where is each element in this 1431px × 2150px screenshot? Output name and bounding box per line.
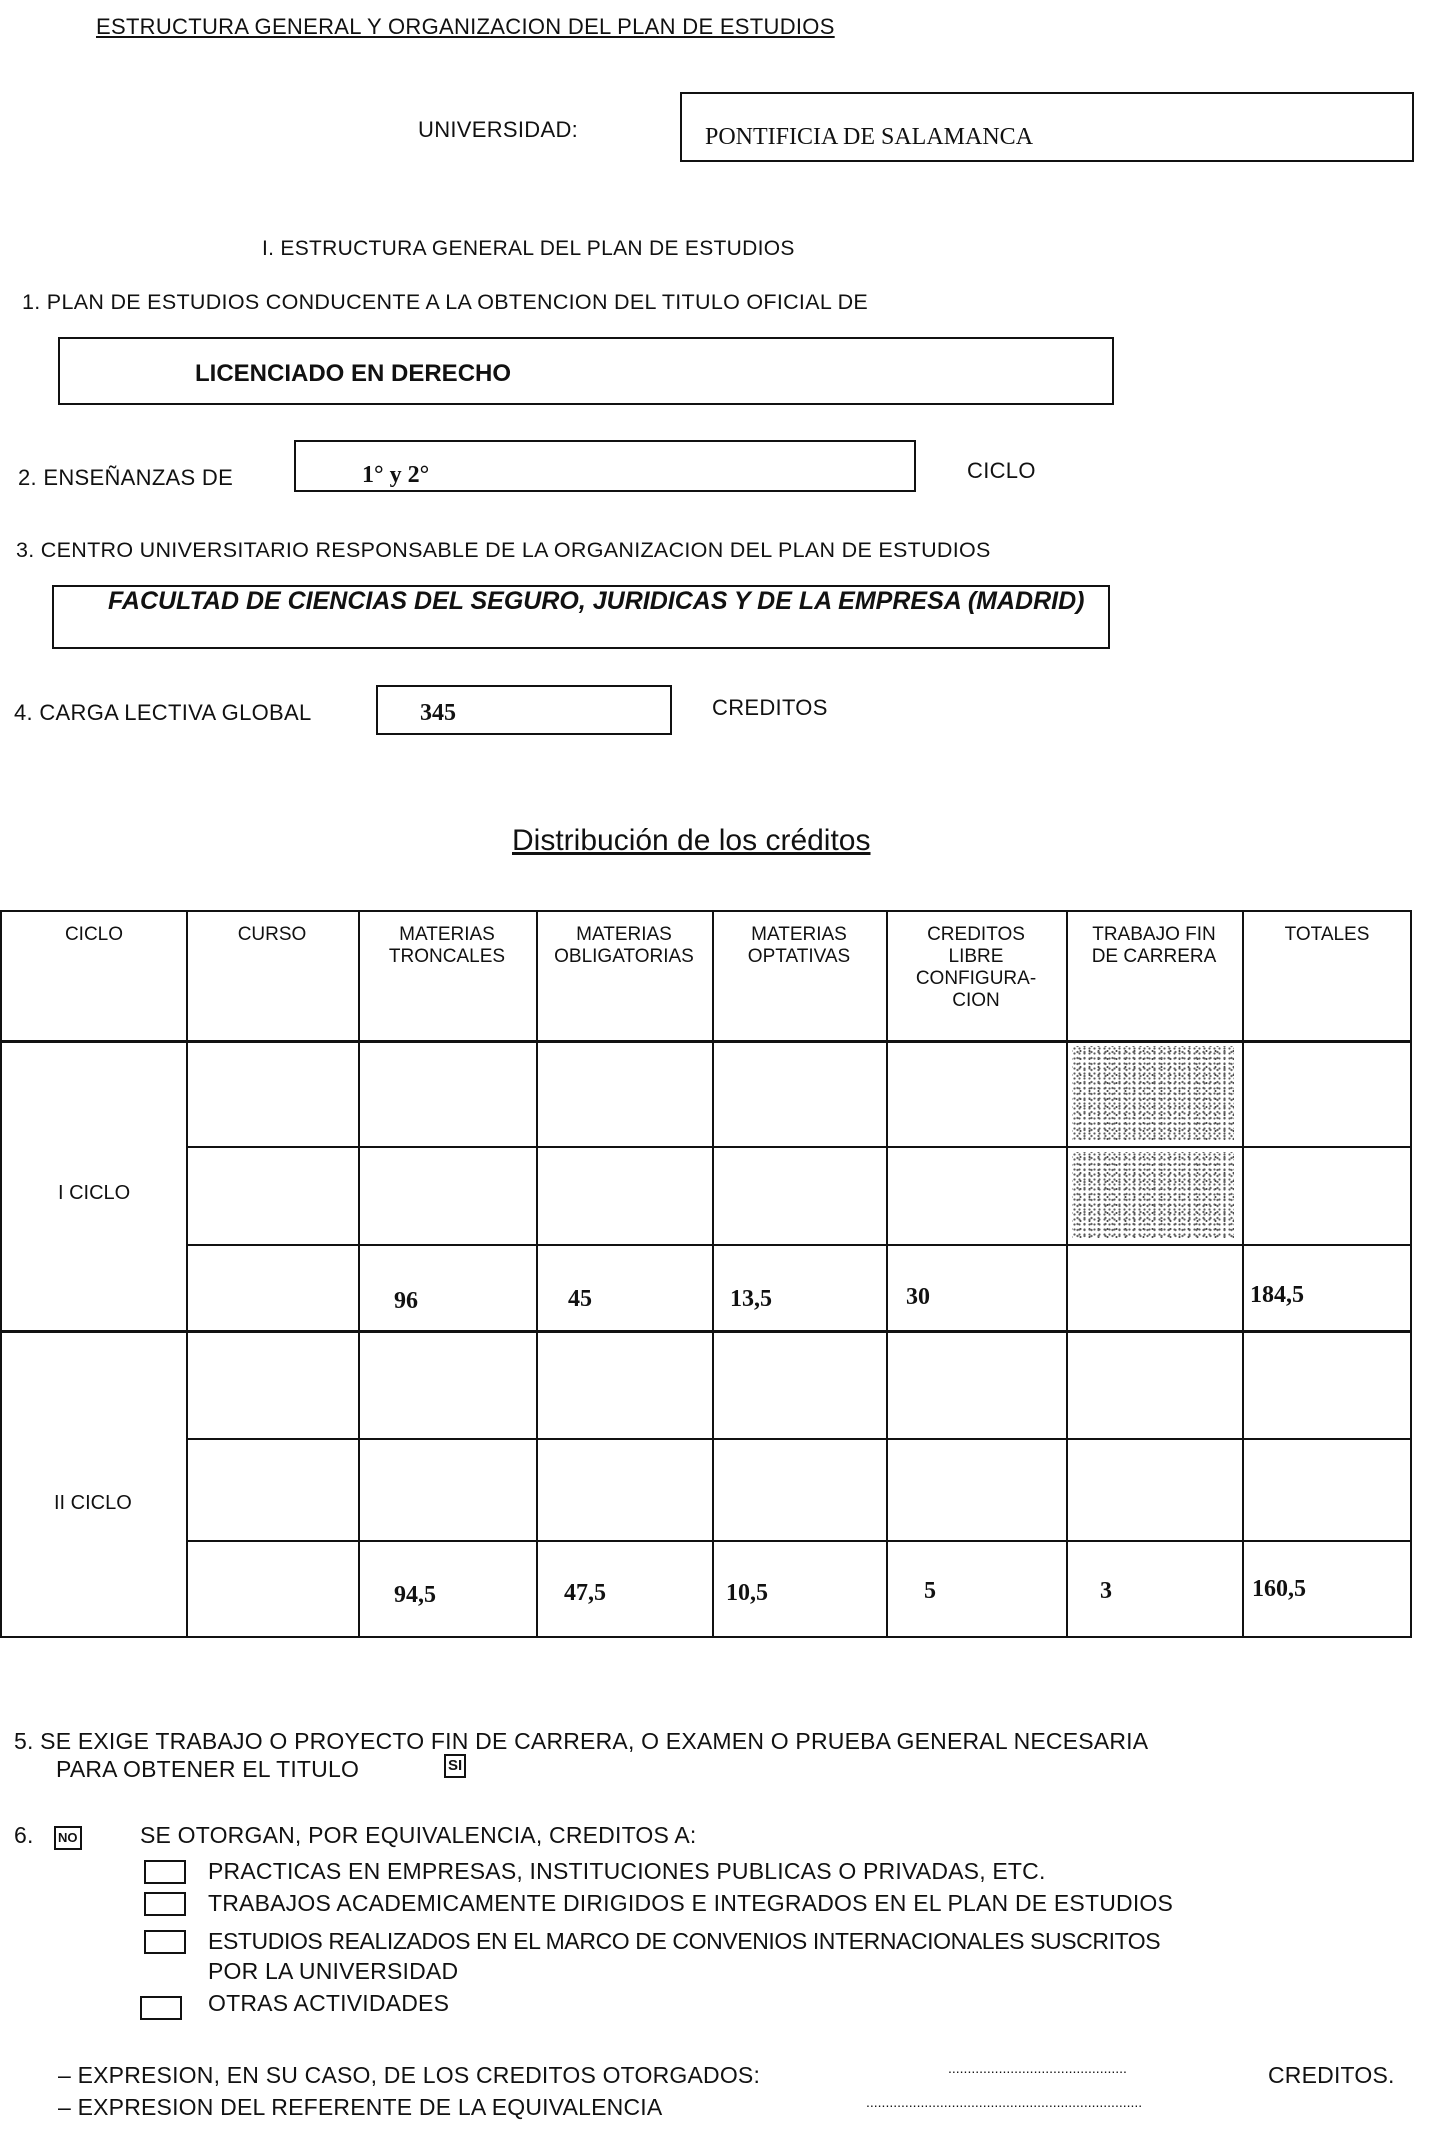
shaded-cell [1072,1046,1234,1140]
q2-label: 2. ENSEÑANZAS DE [18,465,234,490]
opt2-checkbox[interactable] [144,1892,186,1916]
ciclo2-optativas: 10,5 [726,1580,768,1606]
expr1-dots: .............................................. [948,2060,1127,2076]
expr1-suffix: CREDITOS. [1268,2062,1395,2088]
q6-number: 6. [14,1822,34,1848]
q3-label: 3. CENTRO UNIVERSITARIO RESPONSABLE DE LA ORGANIZACION DEL PLAN DE ESTUDIOS [16,538,991,562]
opt4-checkbox[interactable] [140,1996,182,2020]
ciclo2-obligatorias: 47,5 [564,1580,606,1606]
q4-value: 345 [420,700,456,726]
q2-suffix: CICLO [967,458,1036,483]
distribution-title: Distribución de los créditos [512,824,871,857]
header-curso: CURSO [237,924,307,945]
ciclo2-totales: 160,5 [1252,1576,1306,1602]
ciclo1-optativas: 13,5 [730,1286,772,1312]
shaded-cell [1072,1152,1234,1238]
expr2-label: – EXPRESION DEL REFERENTE DE LA EQUIVALENCIA [58,2094,663,2120]
q3-value: FACULTAD DE CIENCIAS DEL SEGURO, JURIDICAS Y DE LA EMPRESA (MADRID) [108,587,1088,616]
opt2-label: TRABAJOS ACADEMICAMENTE DIRIGIDOS E INTEGRADOS EN EL PLAN DE ESTUDIOS [208,1890,1174,1916]
section-title: I. ESTRUCTURA GENERAL DEL PLAN DE ESTUDIOS [262,237,795,260]
ciclo1-label: I CICLO [58,1182,131,1204]
ciclo2-trabajo: 3 [1100,1578,1112,1604]
q2-value: 1° y 2° [362,462,430,488]
opt3-label-line2: POR LA UNIVERSIDAD [208,1958,459,1984]
opt3-checkbox[interactable] [144,1930,186,1954]
header-optativas: MATERIAS OPTATIVAS [747,924,851,967]
q6-answer: NO [54,1826,82,1850]
q5-line1: 5. SE EXIGE TRABAJO O PROYECTO FIN DE CARRERA, O EXAMEN O PRUEBA GENERAL NECESARIA [14,1728,1149,1754]
ciclo2-troncales: 94,5 [394,1582,436,1608]
header-troncales: MATERIAS TRONCALES [388,924,506,967]
ciclo2-libre: 5 [924,1578,936,1604]
q5-line2: PARA OBTENER EL TITULO [56,1756,360,1782]
credits-table [0,910,1412,1638]
q4-suffix: CREDITOS [712,695,828,720]
q1-value: LICENCIADO EN DERECHO [195,360,512,387]
header-trabajo-fin-carrera: TRABAJO FIN DE CARRERA [1091,924,1217,967]
document-title: ESTRUCTURA GENERAL Y ORGANIZACION DEL PLAN DE ESTUDIOS [96,14,835,39]
universidad-value: PONTIFICIA DE SALAMANCA [705,124,1034,150]
expr1-label: – EXPRESION, EN SU CASO, DE LOS CREDITOS OTORGADOS: [58,2062,761,2088]
q4-label: 4. CARGA LECTIVA GLOBAL [14,700,312,725]
q5-answer: SI [444,1754,466,1778]
opt4-label: OTRAS ACTIVIDADES [208,1990,450,2016]
ciclo1-totales: 184,5 [1250,1282,1304,1308]
ciclo2-label: II CICLO [54,1492,132,1514]
opt1-label: PRACTICAS EN EMPRESAS, INSTITUCIONES PUBLICAS O PRIVADAS, ETC. [208,1858,1046,1884]
q6-label: SE OTORGAN, POR EQUIVALENCIA, CREDITOS A: [140,1822,697,1848]
header-ciclo: CICLO [64,924,124,945]
universidad-label: UNIVERSIDAD: [418,117,579,142]
q1-label: 1. PLAN DE ESTUDIOS CONDUCENTE A LA OBTENCION DEL TITULO OFICIAL DE [22,290,869,314]
ciclo1-obligatorias: 45 [568,1286,592,1312]
expr2-dots: ....................................................................... [866,2094,1143,2110]
ciclo1-troncales: 96 [394,1288,418,1314]
header-obligatorias: MATERIAS OBLIGATORIAS [554,924,694,967]
ciclo1-libre: 30 [906,1284,930,1310]
opt1-checkbox[interactable] [144,1860,186,1884]
opt3-label-line1: ESTUDIOS REALIZADOS EN EL MARCO DE CONVENIOS INTERNACIONALES SUSCRITOS [208,1928,1161,1954]
header-totales: TOTALES [1284,924,1370,945]
header-libre-configuracion: CREDITOS LIBRE CONFIGURA- CION [915,924,1037,1011]
